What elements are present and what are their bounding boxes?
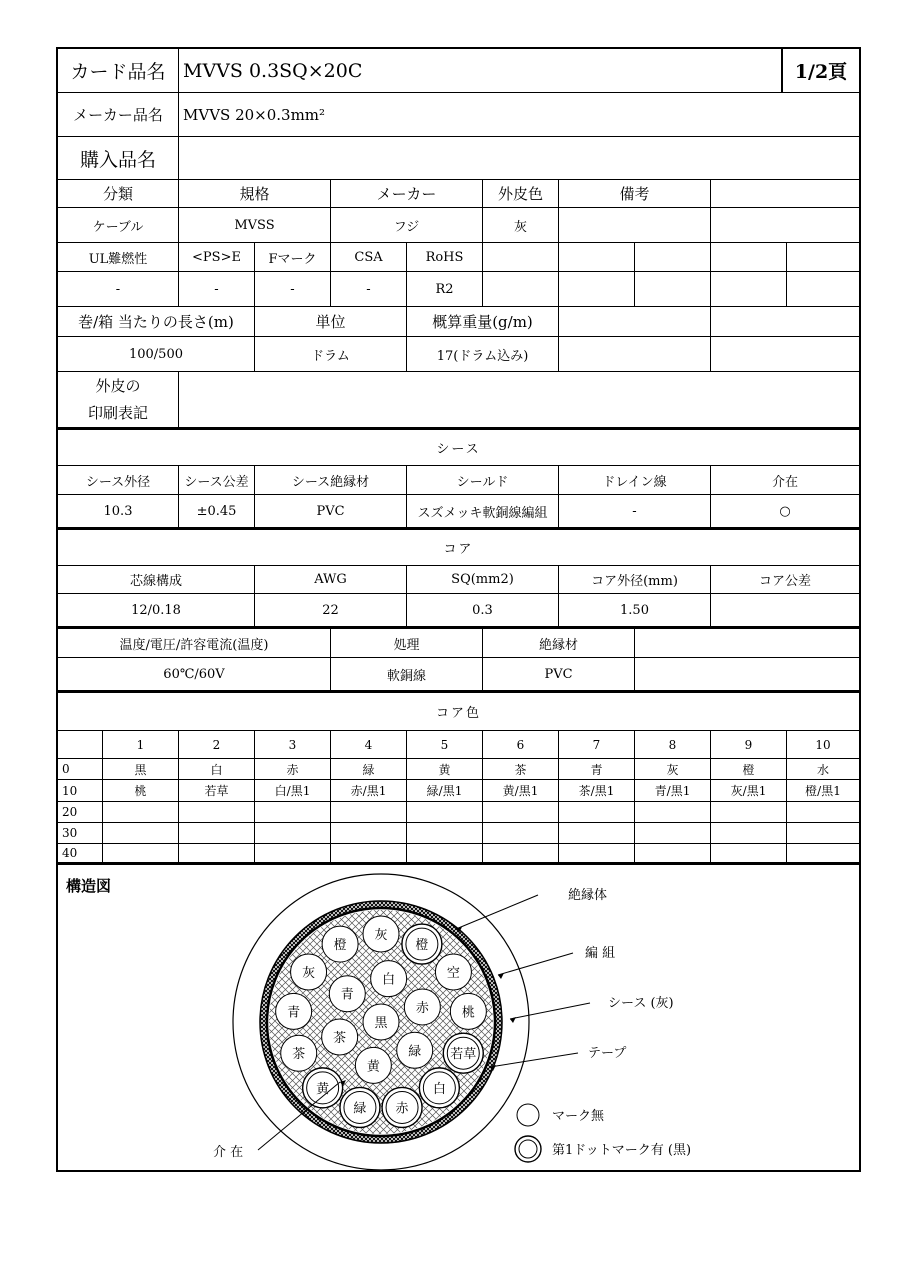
core-color-cell: 青 [559,759,635,779]
cert-header-0: UL難燃性 [58,243,179,271]
core-color-cell [407,802,483,822]
cert-header-4: RoHS [407,243,483,271]
callout-label-0: 絶縁体 [568,888,608,903]
core-color-title: コア色 [435,706,481,721]
legend-plain-label: マーク無 [552,1109,605,1124]
core-title: コア [443,542,474,557]
spec-header-2: メーカー [331,180,483,207]
cert-header-1: <PS>E [179,243,255,271]
length-value-2: 17(ドラム込み) [407,337,559,371]
outer-core-6-label: 赤 [395,1101,409,1117]
outer-core-4-label: 若草 [450,1047,477,1063]
purchase-label: 購入品名 [58,137,179,179]
core-color-cell [331,802,407,822]
sheath-header-0: シース外径 [58,466,179,494]
core-color-cell: 黒 [103,759,179,779]
cert-header-6 [559,243,635,271]
core-color-cell [711,844,787,862]
print-label-line2: 印刷表記 [87,403,148,422]
length-header-3 [559,307,711,336]
cert-value-6 [559,272,635,306]
cert-header-8 [711,243,787,271]
core-color-cell: 黄/黒1 [483,780,559,801]
core-color-cell [787,823,859,843]
spec-value-1: MVSS [179,208,331,242]
length-value-1: ドラム [255,337,407,371]
sheath-value-2: PVC [255,495,407,527]
cert-value-5 [483,272,559,306]
core-color-cell [635,844,711,862]
cert-header-9 [787,243,859,271]
core-color-cell [103,823,179,843]
inner-core-3-label: 黄 [366,1059,380,1075]
sheath-header-2: シース絶縁材 [255,466,407,494]
sheath-value-5: ○ [779,503,791,519]
core-color-cell: 灰/黒1 [711,780,787,801]
legend-dotted-label: 第1ドットマーク有 (黒) [552,1143,692,1158]
core-color-col-2: 2 [179,731,255,758]
core-color-row-label: 30 [58,823,103,843]
core-color-row [58,844,859,865]
core-sub-header-3 [635,629,859,657]
core-color-cell [635,802,711,822]
card-label: カード品名 [58,49,179,92]
length-header-1: 単位 [255,307,407,336]
core-color-col-4: 4 [331,731,407,758]
core-color-cell [559,844,635,862]
core-color-cell [483,802,559,822]
core-value-4 [711,594,859,626]
core-color-cell [179,802,255,822]
core-title-row [58,530,859,566]
core-color-col-7: 7 [559,731,635,758]
core-color-cell [787,802,859,822]
spec-value-5 [711,208,859,242]
structure-diagram [58,867,859,1170]
page-number: 1/2頁 [782,49,859,92]
core-header-row [58,566,859,594]
core-color-cell [711,802,787,822]
length-header-4 [711,307,859,336]
outer-core-9-label: 茶 [292,1047,306,1063]
outer-core-8-label: 黄 [316,1081,330,1097]
core-value-row [58,594,859,629]
core-header-3: コア外径(mm) [559,566,711,593]
diagram-svg [58,867,859,1170]
core-color-row-label: 20 [58,802,103,822]
outer-core-1-label: 橙 [415,938,429,954]
outer-core-12-label: 橙 [333,938,347,954]
core-color-col-0 [58,731,103,758]
cert-value-1: - [179,272,255,306]
core-color-row [58,802,859,823]
cert-header-7 [635,243,711,271]
inner-core-4-label: 茶 [333,1031,347,1047]
print-value [179,372,859,427]
core-color-cell [483,823,559,843]
core-header-1: AWG [255,566,407,593]
callout-label-2: シース (灰) [608,996,674,1011]
core-color-cell: 緑/黒1 [407,780,483,801]
core-color-row-label: 10 [58,780,103,801]
print-row [58,372,859,430]
callout-label-1: 編 組 [585,946,616,961]
core-sub-value-1: 軟銅線 [331,658,483,690]
core-sub-value-0: 60℃/60V [58,658,331,690]
spec-header-3: 外皮色 [483,180,559,207]
purchase-row [58,137,859,180]
inner-core-5-label: 青 [340,987,354,1003]
length-value-3 [559,337,711,371]
length-header-row [58,307,859,337]
core-color-cell: 赤 [255,759,331,779]
core-color-cell [255,844,331,862]
legend-dotted-inner [519,1140,537,1158]
purchase-value [179,137,859,179]
core-color-row [58,759,859,780]
core-color-title-row [58,693,859,731]
length-value-4 [711,337,859,371]
cert-header-5 [483,243,559,271]
core-color-col-6: 6 [483,731,559,758]
core-color-cell [559,823,635,843]
length-header-2: 概算重量(g/m) [407,307,559,336]
core-value-1: 22 [255,594,407,626]
sheath-header-4: ドレイン線 [559,466,711,494]
diagram-title: 構造図 [66,877,112,895]
sheath-title-row [58,430,859,466]
core-color-cell: 橙 [711,759,787,779]
callout-label-3: テープ [588,1046,627,1061]
sheath-value-0: 10.3 [58,495,179,527]
core-sub-header-0: 温度/電圧/許容電流(温度) [58,629,331,657]
core-color-row-label: 40 [58,844,103,862]
core-color-cell: 灰 [635,759,711,779]
core-color-cell: 茶/黒1 [559,780,635,801]
sheath-header-1: シース公差 [179,466,255,494]
outer-core-10-label: 青 [287,1005,301,1021]
core-sub-header-row [58,629,859,658]
core-color-row [58,780,859,802]
outer-core-2-label: 空 [446,966,460,982]
core-color-cell [103,802,179,822]
spec-header-4: 備考 [559,180,711,207]
core-value-2: 0.3 [407,594,559,626]
outer-core-0-label: 灰 [374,928,388,943]
spec-value-3: 灰 [483,208,559,242]
sheath-title: シース [436,442,481,457]
core-color-cell [483,844,559,862]
sheath-value-1: ±0.45 [179,495,255,527]
center-core-label: 黒 [374,1016,388,1031]
sheath-header-row [58,466,859,495]
core-header-4: コア公差 [758,574,811,589]
inner-core-0-label: 白 [382,972,396,988]
core-sub-header-1: 処理 [331,629,483,657]
core-color-cell [255,802,331,822]
callout-label-4: 介 在 [213,1145,244,1160]
core-sub-value-3 [635,658,859,690]
core-color-row-label: 0 [58,759,103,779]
sheath-header-5: 介在 [771,474,798,490]
cert-value-8 [711,272,787,306]
core-header-2: SQ(mm2) [407,566,559,593]
cert-value-4: R2 [407,272,483,306]
cert-value-3: - [331,272,407,306]
core-color-cell: 赤/黒1 [331,780,407,801]
inner-core-2-label: 緑 [408,1044,422,1060]
cert-value-7 [635,272,711,306]
legend-plain-circle [517,1104,539,1126]
core-color-cell: 桃 [103,780,179,801]
core-color-cell: 茶 [483,759,559,779]
core-color-cell: 緑 [331,759,407,779]
cert-value-9 [787,272,859,306]
sheath-value-4: - [559,495,711,527]
core-color-col-1: 1 [103,731,179,758]
card-value: MVVS 0.3SQ×20C [179,49,782,92]
core-color-cell: 若草 [179,780,255,801]
spec-header-5 [711,180,859,207]
core-color-col-3: 3 [255,731,331,758]
core-color-cell: 水 [816,762,829,777]
core-color-cell: 青/黒1 [635,780,711,801]
core-color-cell: 黄 [407,759,483,779]
outer-core-7-label: 緑 [353,1101,367,1117]
core-color-col-9: 9 [711,731,787,758]
core-color-cell [255,823,331,843]
core-sub-value-row [58,658,859,693]
length-value-0: 100/500 [58,337,255,371]
cert-value-row [58,272,859,307]
spec-value-row [58,208,859,243]
core-color-cell [331,823,407,843]
core-value-0: 12/0.18 [58,594,255,626]
spec-sheet [56,47,861,1172]
maker-label: メーカー品名 [58,93,179,136]
cert-value-2: - [255,272,331,306]
core-sub-header-2: 絶縁材 [483,629,635,657]
length-header-0: 巻/箱 当たりの長さ(m) [58,307,255,336]
outer-core-11-label: 灰 [302,966,316,982]
cert-header-2: Fマーク [255,243,331,271]
card-row [58,49,859,93]
core-color-cell [559,802,635,822]
outer-core-5-label: 白 [432,1081,446,1097]
spec-value-2: フジ [331,208,483,242]
outer-core-3-label: 桃 [461,1005,475,1021]
core-color-row [58,823,859,844]
cert-value-0: - [58,272,179,306]
sheath-value-row [58,495,859,530]
print-label [58,372,179,427]
print-label-line1: 外皮の [95,376,141,395]
maker-row [58,93,859,137]
spec-header-0: 分類 [58,180,179,207]
cert-header-row [58,243,859,272]
sheath-header-3: シールド [407,466,559,494]
spec-value-4 [559,208,711,242]
core-color-cell [179,823,255,843]
core-color-cell: 白/黒1 [255,780,331,801]
core-color-header-row [58,731,859,759]
spec-value-0: ケーブル [58,208,179,242]
core-color-col-8: 8 [635,731,711,758]
core-sub-value-2: PVC [483,658,635,690]
core-color-cell [331,844,407,862]
core-color-cell [787,844,859,862]
core-color-cell [407,823,483,843]
core-color-col-10: 10 [815,737,831,752]
core-color-cell [179,844,255,862]
length-value-row [58,337,859,372]
core-value-3: 1.50 [559,594,711,626]
cert-header-3: CSA [331,243,407,271]
spec-header-row [58,180,859,208]
core-color-cell: 白 [179,759,255,779]
core-color-cell [711,823,787,843]
core-color-cell [635,823,711,843]
sheath-value-3: スズメッキ軟銅線編組 [407,495,559,527]
inner-core-1-label: 赤 [415,1000,429,1016]
core-color-cell [407,844,483,862]
core-color-col-5: 5 [407,731,483,758]
core-color-cell: 橙/黒1 [805,784,841,798]
spec-header-1: 規格 [179,180,331,207]
core-color-cell [103,844,179,862]
maker-value: MVVS 20×0.3mm² [183,105,326,124]
core-header-0: 芯線構成 [58,566,255,593]
